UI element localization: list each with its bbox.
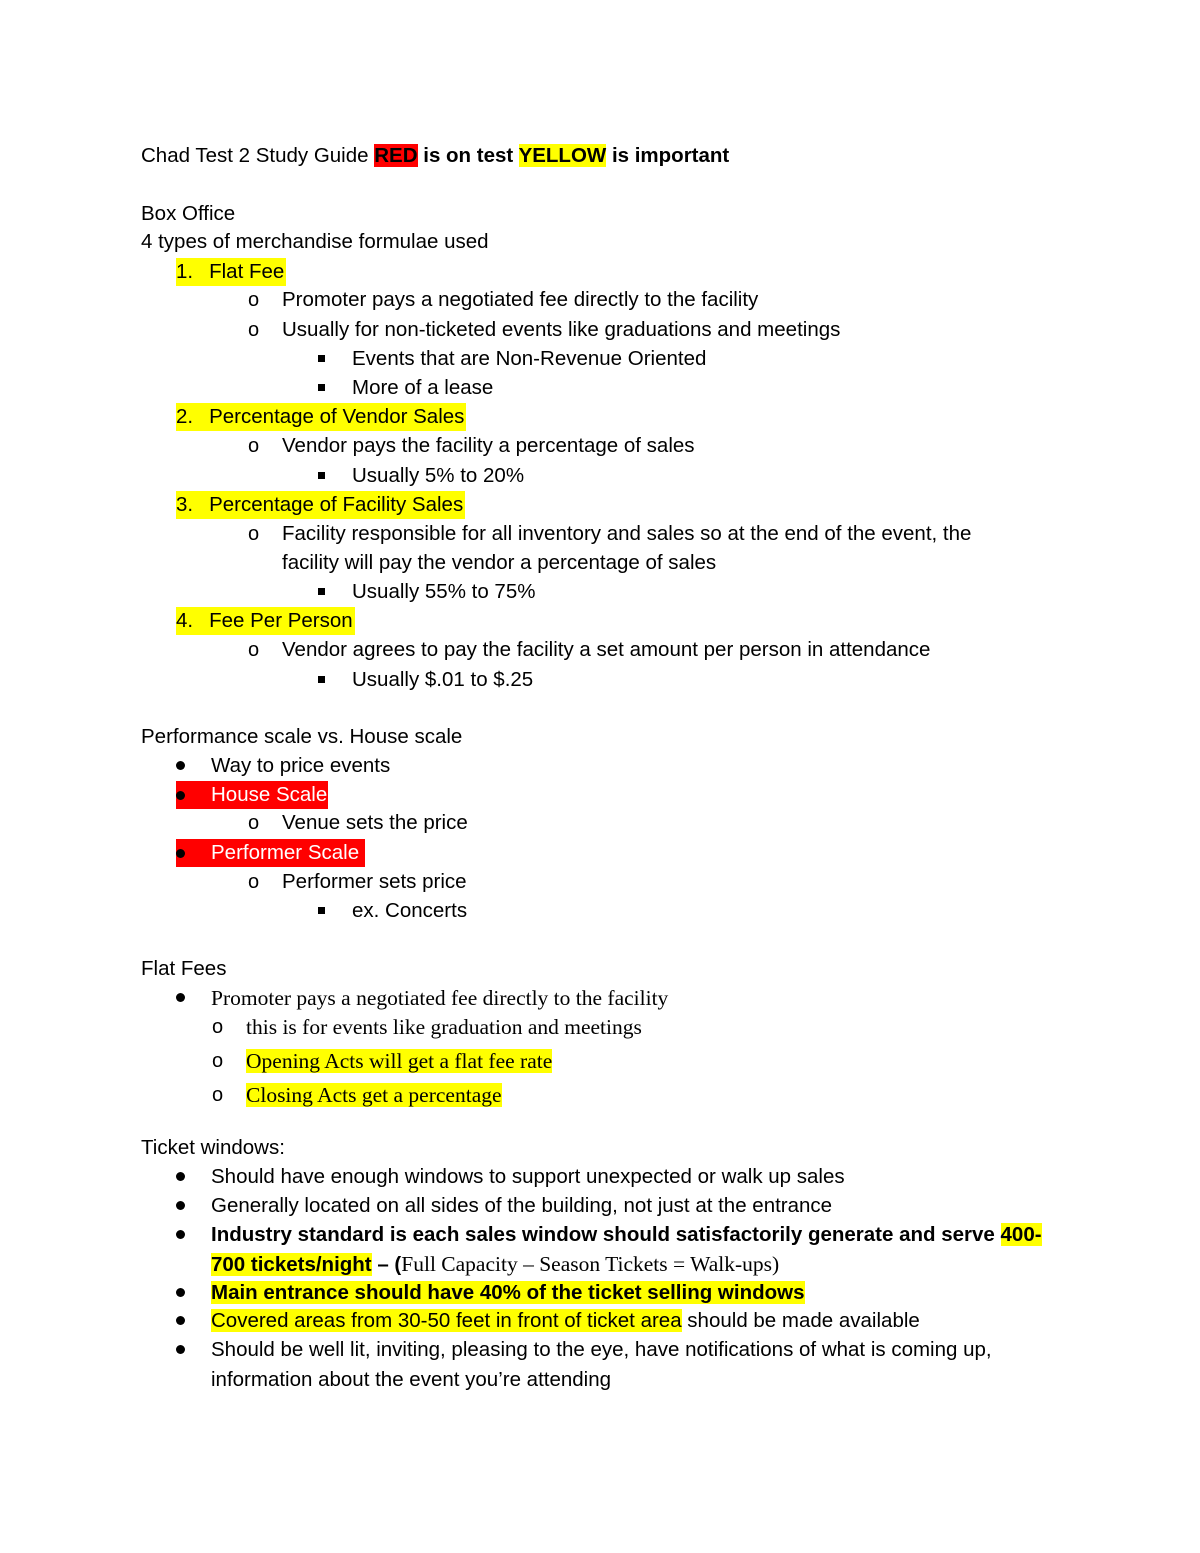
box-office-subheading: 4 types of merchandise formulae used: [141, 230, 489, 253]
list-item: [248, 520, 259, 548]
circle-marker: o: [248, 871, 260, 893]
list-item: [176, 781, 328, 809]
list-item-text: Way to price events: [211, 754, 391, 777]
title-red-label: RED: [374, 144, 418, 167]
list-item: [176, 403, 466, 431]
house-scale-label: House Scale: [211, 783, 328, 806]
list-item-text: Generally located on all sides of the building, not just at the entrance: [211, 1194, 833, 1217]
list-item: [248, 316, 259, 344]
dot-bullet-icon: [176, 1336, 185, 1364]
list-item-text: Promoter pays a negotiated fee directly to the facility: [282, 288, 759, 311]
list-item-text: this is for events like graduation and meetings: [246, 1015, 642, 1039]
dot-bullet-icon: [176, 1192, 185, 1220]
list-item: [212, 1081, 223, 1109]
list-item-text: Industry standard is each sales window should satisfactorily generate and serve: [211, 1223, 1001, 1246]
list-item-text: Usually for non-ticketed events like graduations and meetings: [282, 318, 841, 341]
circle-marker: o: [212, 1084, 224, 1106]
list-item-text: Usually $.01 to $.25: [352, 668, 534, 691]
list-item: [212, 1047, 223, 1075]
square-bullet-icon: [318, 374, 325, 402]
list-item: [176, 607, 355, 635]
item-number: 3.: [176, 493, 194, 516]
list-item-text: Usually 5% to 20%: [352, 464, 525, 487]
square-bullet-icon: [318, 345, 325, 373]
flat-fees-heading: Flat Fees: [141, 957, 227, 980]
list-item: [248, 868, 259, 896]
list-item-text: Events that are Non-Revenue Oriented: [352, 347, 707, 370]
list-item: [211, 1307, 920, 1335]
circle-marker: o: [212, 1050, 224, 1072]
circle-marker: o: [248, 319, 260, 341]
title-yellow-label: YELLOW: [518, 144, 607, 167]
list-item-text: Venue sets the price: [282, 811, 468, 834]
circle-marker: o: [212, 1016, 224, 1038]
covered-area-highlight: Covered areas from 30-50 feet in front of ticket area: [211, 1309, 682, 1332]
dash-text: – (: [371, 1253, 402, 1276]
list-item: [211, 1221, 1042, 1249]
title-mid: is on test: [417, 144, 519, 167]
square-bullet-icon: [318, 897, 325, 925]
item-number: 4.: [176, 609, 194, 632]
circle-marker: o: [248, 289, 260, 311]
circle-marker: o: [248, 435, 260, 457]
list-item-text: facility will pay the vendor a percentage of sales: [282, 551, 717, 574]
list-item-text: Performer sets price: [282, 870, 467, 893]
square-bullet-icon: [318, 666, 325, 694]
formula-text: Full Capacity – Season Tickets = Walk-ups): [401, 1252, 780, 1276]
dot-bullet-icon: [176, 1279, 185, 1307]
list-item-text: Vendor agrees to pay the facility a set amount per person in attendance: [282, 638, 931, 661]
item-number: 2.: [176, 405, 194, 428]
list-item-text: information about the event you’re attending: [211, 1368, 612, 1391]
list-item: [248, 432, 259, 460]
item-label: Flat Fee: [209, 260, 285, 283]
performer-scale-label: Performer Scale: [211, 841, 360, 864]
square-bullet-icon: [318, 462, 325, 490]
list-item: [248, 286, 259, 314]
item-number: 1.: [176, 260, 194, 283]
title-suffix: is important: [606, 144, 730, 167]
list-item-text: should be made available: [681, 1309, 920, 1332]
dot-bullet-icon: [176, 1221, 185, 1249]
scale-heading: Performance scale vs. House scale: [141, 725, 463, 748]
page-title: [141, 142, 729, 170]
list-item-text: Promoter pays a negotiated fee directly to the facility: [211, 986, 669, 1010]
list-item-text: Should be well lit, inviting, pleasing to the eye, have notifications of what is coming up,: [211, 1338, 992, 1361]
dot-bullet-icon: [176, 791, 185, 800]
title-prefix: Chad Test 2 Study Guide: [141, 144, 375, 167]
ticket-range-highlight: 700 tickets/night: [211, 1253, 372, 1276]
list-item: [248, 636, 259, 664]
list-item-text: Closing Acts get a percentage: [246, 1083, 502, 1107]
dot-bullet-icon: [176, 1163, 185, 1191]
list-item: [248, 809, 259, 837]
item-label: Fee Per Person: [209, 609, 353, 632]
list-item-text: Main entrance should have 40% of the ticket selling windows: [211, 1281, 805, 1304]
list-item-text: ex. Concerts: [352, 899, 468, 922]
list-item: [176, 258, 286, 286]
list-item: [246, 1047, 552, 1075]
list-item: [246, 1081, 502, 1109]
item-label: Percentage of Vendor Sales: [209, 405, 465, 428]
circle-marker: o: [248, 639, 260, 661]
list-item: [212, 1013, 223, 1041]
list-item-text: Facility responsible for all inventory and sales so at the end of the event, the: [282, 522, 972, 545]
item-label: Percentage of Facility Sales: [209, 493, 464, 516]
list-item: [211, 1250, 779, 1278]
dot-bullet-icon: [176, 849, 185, 858]
list-item-text: Usually 55% to 75%: [352, 580, 536, 603]
square-bullet-icon: [318, 578, 325, 606]
dot-bullet-icon: [176, 1307, 185, 1335]
circle-marker: o: [248, 812, 260, 834]
list-item: [176, 491, 465, 519]
box-office-heading: Box Office: [141, 202, 236, 225]
ticket-range-highlight: 400-: [1000, 1223, 1042, 1246]
list-item: [211, 1279, 805, 1307]
dot-bullet-icon: [176, 752, 185, 780]
ticket-windows-heading: Ticket windows:: [141, 1136, 285, 1159]
circle-marker: o: [248, 523, 260, 545]
list-item: [176, 839, 365, 867]
list-item-text: Should have enough windows to support unexpected or walk up sales: [211, 1165, 845, 1188]
list-item-text: More of a lease: [352, 376, 494, 399]
list-item-text: Vendor pays the facility a percentage of sales: [282, 434, 695, 457]
list-item-text: Opening Acts will get a flat fee rate: [246, 1049, 553, 1073]
dot-bullet-icon: [176, 984, 185, 1012]
